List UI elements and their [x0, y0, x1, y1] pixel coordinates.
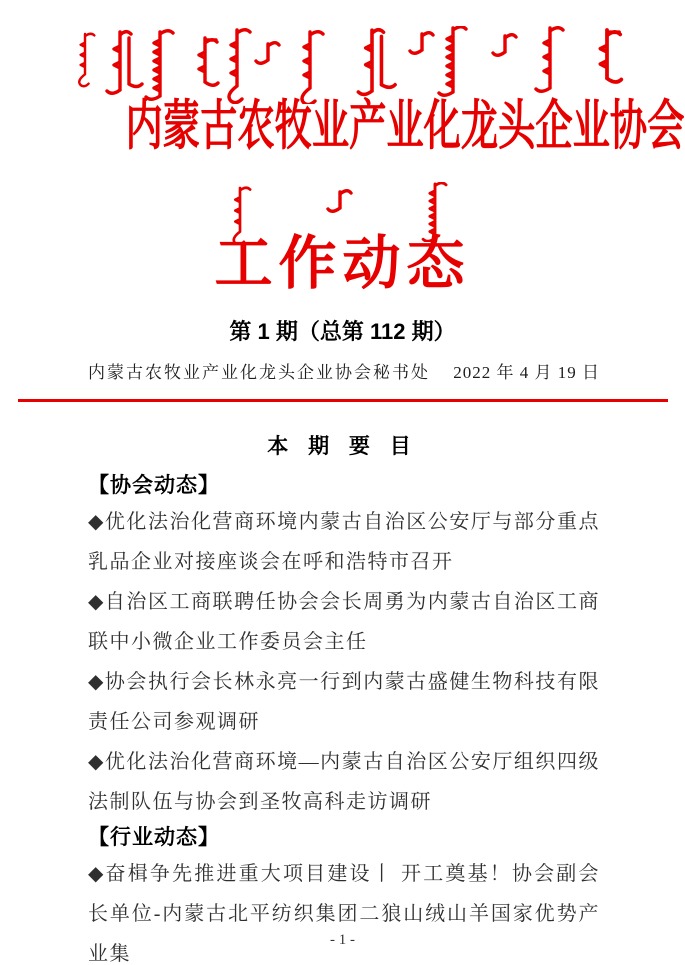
section-title-association-news: 【协会动态】	[88, 474, 220, 497]
toc-item: ◆自治区工商联聘任协会会长周勇为内蒙古自治区工商联中小微企业工作委员会主任	[88, 591, 600, 653]
toc-body	[88, 470, 600, 965]
publisher-row	[88, 359, 600, 387]
toc-heading: 本 期 要 目	[267, 435, 418, 458]
toc-item: ◆优化法治化营商环境内蒙古自治区公安厅与部分重点乳品企业对接座谈会在呼和浩特市召开	[88, 511, 600, 573]
toc-item: ◆奋楫争先推进重大项目建设丨 开工奠基！协会副会长单位-内蒙古北平纺织集团二狼山绒山羊国家优势产业集	[88, 863, 600, 965]
issue-info: 第 1 期（总第 112 期）	[229, 319, 456, 344]
toc-item: ◆优化法治化营商环境—内蒙古自治区公安厅组织四级法制队伍与协会到圣牧高科走访调研	[88, 751, 600, 813]
masthead-rule	[18, 399, 668, 402]
publish-date: 2022 年 4 月 19 日	[453, 363, 600, 382]
section-title-industry-news: 【行业动态】	[88, 826, 220, 849]
org-title-text: 内蒙古农牧业产业化龙头企业协会	[125, 96, 685, 156]
bulletin-title: 工作动态	[214, 231, 471, 296]
org-title	[0, 90, 685, 169]
toc-item: ◆协会执行会长林永亮一行到内蒙古盛健生物科技有限责任公司参观调研	[88, 671, 600, 733]
page-number: - 1 -	[330, 932, 355, 948]
publisher-name: 内蒙古农牧业产业化龙头企业协会秘书处	[88, 363, 430, 382]
